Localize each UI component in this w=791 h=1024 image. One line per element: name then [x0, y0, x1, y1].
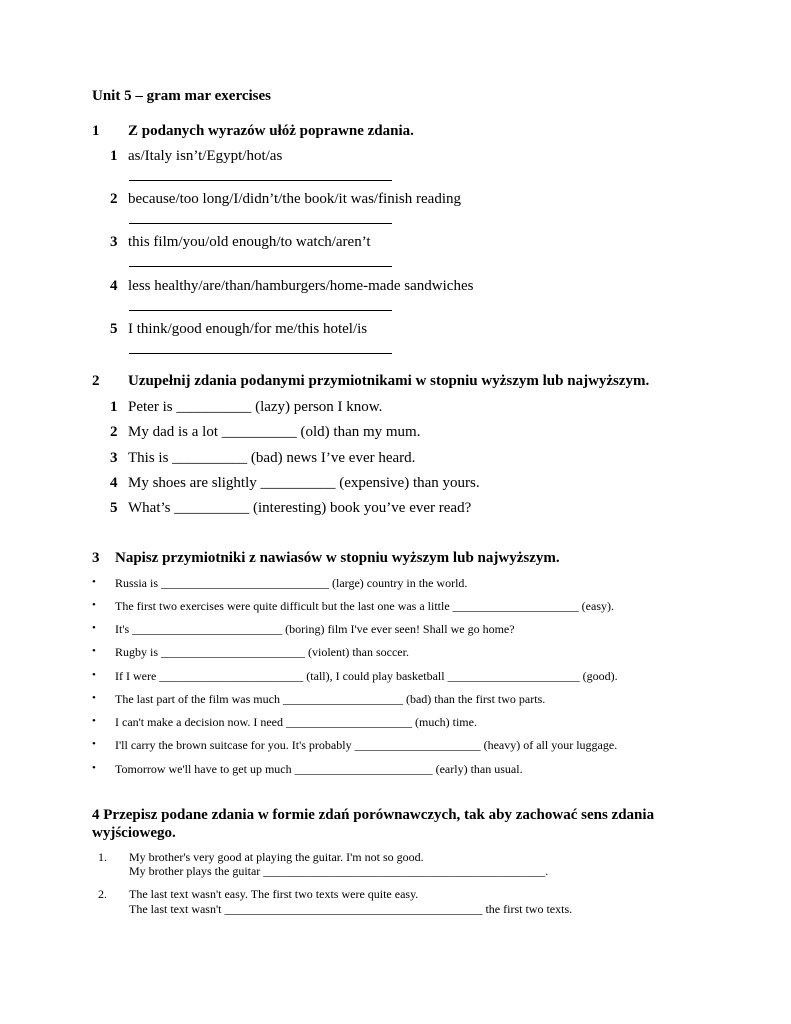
s2-item-2-number: 2 — [110, 424, 118, 440]
s3-item-8-text: I'll carry the brown suitcase for you. It's probably _____________________ (heavy) of all your luggage. — [115, 738, 618, 752]
s3-item-4-text: Rugby is ________________________ (violent) than soccer. — [115, 645, 409, 659]
s1-item-5-number: 5 — [110, 321, 118, 337]
s1-item-4-text: less healthy/are/than/hamburgers/home-made sandwiches — [128, 278, 474, 294]
section-1-heading: Z podanych wyrazów ułóż poprawne zdania. — [128, 123, 414, 139]
section-3-heading: Napisz przymiotniki z nawiasów w stopniu wyższym lub najwyższym. — [115, 550, 560, 566]
s3-bullet-6: • — [92, 692, 96, 704]
s3-bullet-9: • — [92, 762, 96, 774]
page-title: Unit 5 – gram mar exercises — [92, 88, 271, 104]
s1-item-2-number: 2 — [110, 191, 118, 207]
s1-item-4-answer-line[interactable] — [129, 310, 392, 311]
s4-item-1-line1: My brother's very good at playing the guitar. I'm not so good. — [129, 850, 424, 864]
s1-item-1-text: as/Italy isn’t/Egypt/hot/as — [128, 148, 283, 164]
section-3-number: 3 — [92, 550, 100, 566]
s2-item-4-text: My shoes are slightly __________ (expensive) than yours. — [128, 475, 480, 491]
s3-item-7-text: I can't make a decision now. I need _____________________ (much) time. — [115, 715, 477, 729]
s3-bullet-7: • — [92, 715, 96, 727]
section-1-number: 1 — [92, 123, 100, 139]
s4-item-2-line2: The last text wasn't ___________________________________________ the first two texts. — [129, 902, 573, 916]
s1-item-5-text: I think/good enough/for me/this hotel/is — [128, 321, 368, 337]
s4-item-1-line2: My brother plays the guitar _______________________________________________. — [129, 864, 549, 878]
s3-bullet-1: • — [92, 576, 96, 588]
s1-item-1-answer-line[interactable] — [129, 180, 392, 181]
s1-item-1-number: 1 — [110, 148, 118, 164]
s3-bullet-5: • — [92, 669, 96, 681]
s3-item-6-text: The last part of the film was much ____________________ (bad) than the first two parts. — [115, 692, 546, 706]
s1-item-5-answer-line[interactable] — [129, 353, 392, 354]
s2-item-2-text: My dad is a lot __________ (old) than my mum. — [128, 424, 421, 440]
s1-item-4-number: 4 — [110, 278, 118, 294]
s3-item-1-text: Russia is ____________________________ (large) country in the world. — [115, 576, 468, 590]
s1-item-3-answer-line[interactable] — [129, 266, 392, 267]
s2-item-5-text: What’s __________ (interesting) book you’ve ever read? — [128, 500, 472, 516]
section-4-heading: 4 Przepisz podane zdania w formie zdań porównawczych, tak aby zachować sens zdania wyjściowego. — [92, 807, 655, 841]
s3-bullet-4: • — [92, 645, 96, 657]
s3-item-2-text: The first two exercises were quite difficult but the last one was a little _____________________ (easy). — [115, 599, 614, 613]
section-2-heading: Uzupełnij zdania podanymi przymiotnikami w stopniu wyższym lub najwyższym. — [128, 373, 650, 389]
s3-bullet-3: • — [92, 622, 96, 634]
s2-item-3-text: This is __________ (bad) news I’ve ever heard. — [128, 450, 416, 466]
s1-item-3-number: 3 — [110, 234, 118, 250]
s2-item-4-number: 4 — [110, 475, 118, 491]
s4-item-2-line1: The last text wasn't easy. The first two texts were quite easy. — [129, 887, 419, 901]
s2-item-1-number: 1 — [110, 399, 118, 415]
section-2-number: 2 — [92, 373, 100, 389]
s4-item-2-number: 2. — [98, 887, 107, 901]
s3-bullet-8: • — [92, 738, 96, 750]
s4-item-1-number: 1. — [98, 850, 107, 864]
s1-item-2-answer-line[interactable] — [129, 223, 392, 224]
s3-item-3-text: It's _________________________ (boring) film I've ever seen! Shall we go home? — [115, 622, 515, 636]
s3-item-5-text: If I were ________________________ (tall), I could play basketball ______________________ (good). — [115, 669, 618, 683]
s3-item-9-text: Tomorrow we'll have to get up much _______________________ (early) than usual. — [115, 762, 523, 776]
s3-bullet-2: • — [92, 599, 96, 611]
s2-item-3-number: 3 — [110, 450, 118, 466]
s1-item-2-text: because/too long/I/didn’t/the book/it was/finish reading — [128, 191, 461, 207]
s1-item-3-text: this film/you/old enough/to watch/aren’t — [128, 234, 371, 250]
s2-item-1-text: Peter is __________ (lazy) person I know. — [128, 399, 383, 415]
s2-item-5-number: 5 — [110, 500, 118, 516]
